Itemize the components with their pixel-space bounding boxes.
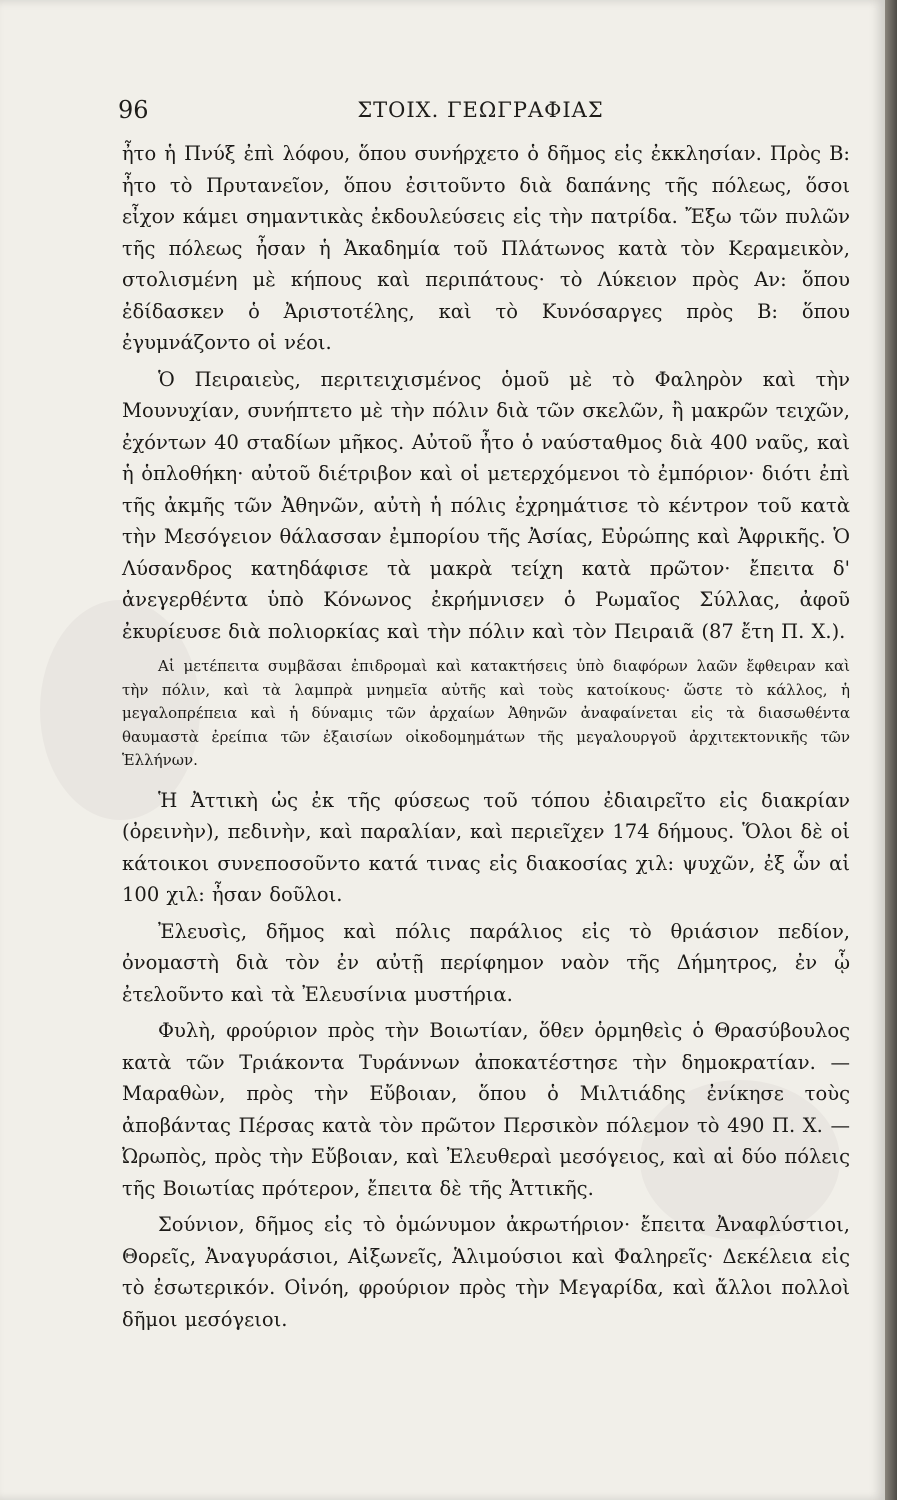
page-header [118, 96, 843, 130]
paragraph-phyle-marathon: Φυλὴ, φρούριον πρὸς τὴν Βοιωτίαν, ὅθεν ὁρμηθεὶς ὁ Θρασύβουλος κατὰ τῶν Τριάκοντα Τυράννων ἀποκατέστησε τὴν δημοκρατίαν. — Μαραθὼν, πρὸς τὴν Εὔβοιαν, ὅπου ὁ Μιλτιάδης ἐνίκησε τοὺς ἀποβάντας Πέρσας κατὰ τὸν πρῶτον Περσικὸν πόλεμον τὸ 490 Π. Χ. — Ὠρωπὸς, πρὸς τὴν Εὔβοιαν, καὶ Ἐλευθεραὶ μεσόγειος, καὶ αἱ δύο πόλεις τῆς Βοιωτίας πρότερον, ἔπειτα δὲ τῆς Ἀττικῆς. [122, 1019, 850, 1200]
paragraph-sounion: Σούνιον, δῆμος εἰς τὸ ὁμώνυμον ἀκρωτήριον· ἔπειτα Ἀναφλύστιοι, Θορεῖς, Ἀναγυράσιοι, Αἰξωνεῖς, Ἁλιμούσιοι καὶ Φαληρεῖς· Δεκέλεια εἰς τὸ ἐσωτερικόν. Οἰνόη, φρούριον πρὸς τὴν Μεγαρίδα, καὶ ἄλλοι πολλοὶ δῆμοι μεσόγειοι. [122, 1213, 850, 1331]
paragraph-piraeus: Ὁ Πειραιεὺς, περιτειχισμένος ὁμοῦ μὲ τὸ Φαληρὸν καὶ τὴν Μουνυχίαν, συνήπτετο μὲ τὴν πόλιν διὰ τῶν σκελῶν, ἢ μακρῶν τειχῶν, ἐχόντων 40 σταδίων μῆκος. Αὐτοῦ ἦτο ὁ ναύσταθμος διὰ 400 ναῦς, καὶ ἡ ὁπλοθήκη· αὐτοῦ διέτριβον καὶ οἱ μετερχόμενοι τὸ ἐμπόριον· διότι ἐπὶ τῆς ἀκμῆς τῶν Ἀθηνῶν, αὐτὴ ἡ πόλις ἐχρημάτισε τὸ κέντρον τοῦ κατὰ τὴν Μεσόγειον θάλασσαν ἐμπορίου τῆς Ἀσίας, Εὐρώπης καὶ Ἀφρικῆς. Ὁ Λύσανδρος κατηδάφισε τὰ μακρὰ τείχη κατὰ πρῶτον· ἔπειτα δ' ἀνεγερθέντα ὑπὸ Κόνωνος ἐκρήμνισεν ὁ Ρωμαῖος Σύλλας, ἀφοῦ ἐκυρίευσε διὰ πολιορκίας καὶ τὴν πόλιν καὶ τὸν Πειραιᾶ (87 ἔτη Π. Χ.). [122, 367, 850, 643]
paragraph-pnyx-continuation: ἦτο ἡ Πνύξ ἐπὶ λόφου, ὅπου συνήρχετο ὁ δῆμος εἰς ἐκκλησίαν. Πρὸς Β: ἦτο τὸ Πρυτανεῖον, ὅπου ἐσιτοῦντο διὰ δαπάνης τῆς πόλεως, ὅσοι εἶχον κάμει σημαντικὰς ἐκδουλεύσεις εἰς τὴν πατρίδα. Ἔξω τῶν πυλῶν τῆς πόλεως ἦσαν ἡ Ἀκαδημία τοῦ Πλάτωνος κατὰ τὸν Κεραμεικὸν, στολισμένη μὲ κήπους καὶ περιπάτους· τὸ Λύκειον πρὸς Αν: ὅπου ἐδίδασκεν ὁ Ἀριστοτέλης, καὶ τὸ Κυνόσαργες πρὸς Β: ὅπου ἐγυμνάζοντο οἱ νέοι. [122, 142, 850, 354]
page-edge [885, 0, 897, 1500]
paragraph-note-invasions: Αἱ μετέπειτα συμβᾶσαι ἐπιδρομαὶ καὶ κατακτήσεις ὑπὸ διαφόρων λαῶν ἔφθειραν καὶ τὴν πόλιν, καὶ τὰ λαμπρὰ μνημεῖα αὐτῆς καὶ τοὺς κατοίκους· ὥστε τὸ κάλλος, ἡ μεγαλοπρέπεια καὶ ἡ δύναμις τῶν ἀρχαίων Ἀθηνῶν ἀναφαίνεται εἰς τὰ διασωθέντα θαυμαστὰ ἐρείπια τῶν ἐξαισίων οἰκοδομημάτων τῆς μεγαλουργοῦ ἀρχιτεκτονικῆς τῶν Ἑλλήνων. [122, 657, 850, 769]
page-body [122, 138, 850, 1340]
page-number: 96 [118, 96, 149, 124]
paragraph-eleusis: Ἐλευσὶς, δῆμος καὶ πόλις παράλιος εἰς τὸ θριάσιον πεδίον, ὀνομαστὴ διὰ τὸν ἐν αὐτῇ περίφημον ναὸν τῆς Δήμητρος, ἐν ᾧ ἐτελοῦντο καὶ τὰ Ἐλευσίνια μυστήρια. [122, 919, 850, 1006]
running-title: ΣΤΟΙΧ. ΓΕΩΓΡΑΦΙΑΣ [357, 98, 604, 122]
paragraph-attica-division: Ἡ Ἀττικὴ ὡς ἐκ τῆς φύσεως τοῦ τόπου ἐδιαιρεῖτο εἰς διακρίαν (ὀρεινὴν), πεδινὴν, καὶ παραλίαν, καὶ περιεῖχεν 174 δήμους. Ὅλοι δὲ οἱ κάτοικοι συνεποσοῦντο κατά τινας εἰς διακοσίας χιλ: ψυχῶν, ἐξ ὧν αἱ 100 χιλ: ἦσαν δοῦλοι. [122, 788, 850, 906]
